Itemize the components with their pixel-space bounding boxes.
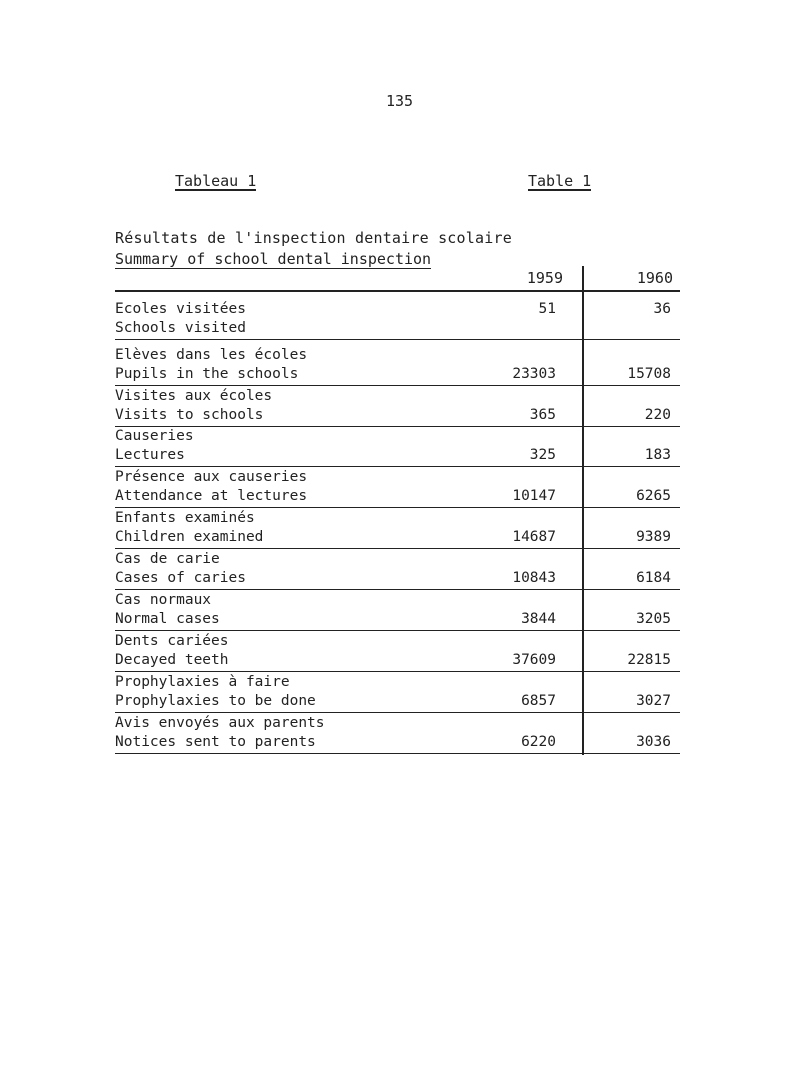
value-1959: 6220: [521, 734, 556, 750]
row-label-english: Lectures: [115, 447, 185, 463]
value-1959: 37609: [512, 652, 556, 668]
row-label-french: Elèves dans les écoles: [115, 347, 308, 363]
row-label-english: Notices sent to parents: [115, 734, 316, 750]
row-rule: [115, 385, 680, 386]
table-row: [115, 509, 680, 551]
value-1959: 51: [538, 301, 556, 317]
row-rule: [115, 466, 680, 467]
row-label-english: Pupils in the schools: [115, 366, 299, 382]
caption-english: Table 1: [528, 172, 592, 190]
table-row: [115, 714, 680, 756]
table-row: [115, 591, 680, 633]
row-rule: [115, 589, 680, 590]
value-1959: 6857: [521, 693, 556, 709]
column-header-1960: 1960: [636, 269, 673, 287]
table-row: [115, 632, 680, 674]
row-label-english: Cases of caries: [115, 570, 246, 586]
row-label-french: Prophylaxies à faire: [115, 674, 290, 690]
row-label-english: Schools visited: [115, 320, 246, 336]
row-label-french: Ecoles visitées: [115, 301, 246, 317]
row-label-french: Dents cariées: [115, 633, 229, 649]
value-1960: 3027: [636, 693, 671, 709]
value-1959: 325: [529, 447, 556, 463]
row-label-french: Causeries: [115, 428, 194, 444]
row-rule: [115, 753, 680, 754]
value-1960: 36: [653, 301, 671, 317]
value-1959: 10843: [512, 570, 556, 586]
value-1960: 9389: [636, 529, 671, 545]
row-label-english: Normal cases: [115, 611, 220, 627]
row-rule: [115, 548, 680, 549]
value-1959: 14687: [512, 529, 556, 545]
column-header-1959: 1959: [526, 269, 563, 287]
table-row: [115, 346, 680, 388]
row-label-english: Visits to schools: [115, 407, 264, 423]
value-1960: 220: [644, 407, 671, 423]
page-number: 135: [386, 92, 414, 110]
table-row: [115, 427, 680, 469]
table-header: [115, 266, 680, 290]
table-row: [115, 673, 680, 715]
row-label-english: Children examined: [115, 529, 264, 545]
value-1960: 183: [644, 447, 671, 463]
value-1959: 365: [529, 407, 556, 423]
row-rule: [115, 712, 680, 713]
table-title-english-text: Summary of school dental inspection: [115, 250, 432, 268]
row-rule: [115, 671, 680, 672]
value-1960: 3205: [636, 611, 671, 627]
value-1960: 6184: [636, 570, 671, 586]
row-label-french: Avis envoyés aux parents: [115, 715, 325, 731]
value-1959: 3844: [521, 611, 556, 627]
value-1960: 22815: [627, 652, 671, 668]
row-label-french: Enfants examinés: [115, 510, 255, 526]
row-label-english: Prophylaxies to be done: [115, 693, 316, 709]
row-rule: [115, 630, 680, 631]
value-1959: 10147: [512, 488, 556, 504]
value-1960: 15708: [627, 366, 671, 382]
row-label-french: Cas de carie: [115, 551, 220, 567]
table-row: [115, 550, 680, 592]
table-row: [115, 387, 680, 429]
table-row: [115, 292, 680, 334]
dental-inspection-table: [115, 266, 680, 750]
table-title-french: Résultats de l'inspection dentaire scolaire: [115, 229, 512, 247]
row-rule: [115, 339, 680, 340]
value-1959: 23303: [512, 366, 556, 382]
row-label-french: Visites aux écoles: [115, 388, 273, 404]
caption-french: Tableau 1: [175, 172, 257, 190]
row-label-english: Decayed teeth: [115, 652, 229, 668]
row-label-french: Présence aux causeries: [115, 469, 308, 485]
row-rule: [115, 507, 680, 508]
table-row: [115, 468, 680, 510]
row-label-english: Attendance at lectures: [115, 488, 308, 504]
row-label-french: Cas normaux: [115, 592, 212, 608]
value-1960: 6265: [636, 488, 671, 504]
value-1960: 3036: [636, 734, 671, 750]
